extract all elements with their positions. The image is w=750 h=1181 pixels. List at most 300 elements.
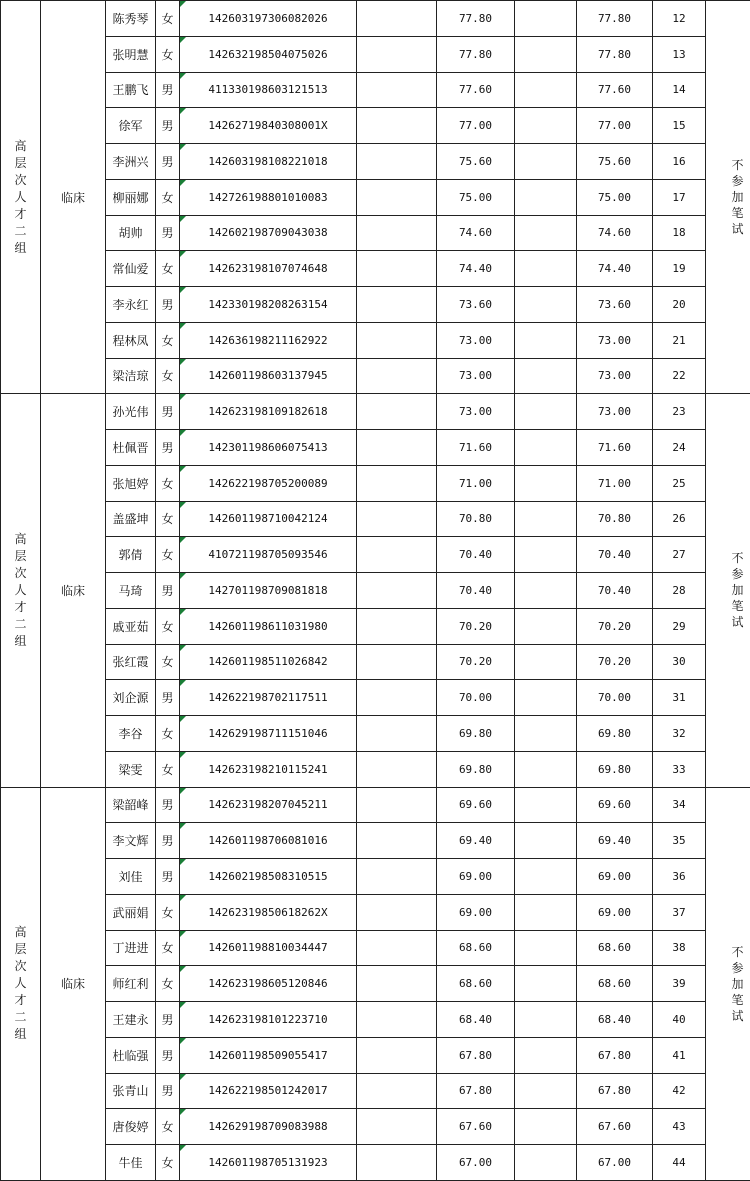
blank-cell[interactable] (515, 215, 577, 251)
gender-cell[interactable]: 男 (156, 1037, 180, 1073)
score-cell[interactable]: 67.60 (437, 1109, 515, 1145)
table-row (1, 573, 750, 609)
total-score-cell[interactable]: 74.60 (577, 215, 653, 251)
gender-cell[interactable]: 女 (156, 894, 180, 930)
gender-cell[interactable]: 男 (156, 72, 180, 108)
score-cell[interactable]: 73.60 (437, 287, 515, 323)
blank-cell[interactable] (515, 573, 577, 609)
gender-cell[interactable]: 女 (156, 1109, 180, 1145)
name-cell[interactable]: 王建永 (106, 1002, 156, 1038)
blank-cell[interactable] (515, 716, 577, 752)
gender-cell[interactable]: 女 (156, 537, 180, 573)
blank-cell[interactable] (357, 1073, 437, 1109)
id-number-cell[interactable]: 142623198207045211 (180, 787, 357, 823)
gender-cell[interactable]: 男 (156, 823, 180, 859)
rank-cell[interactable]: 31 (653, 680, 706, 716)
rank-cell[interactable]: 35 (653, 823, 706, 859)
total-score-cell[interactable]: 68.40 (577, 1002, 653, 1038)
gender-cell[interactable]: 男 (156, 430, 180, 466)
id-number-cell[interactable]: 142632198504075026 (180, 36, 357, 72)
department-cell[interactable]: 临床 (41, 394, 106, 787)
table-row (1, 465, 750, 501)
blank-cell[interactable] (515, 930, 577, 966)
note-cell[interactable] (706, 394, 750, 787)
blank-cell[interactable] (357, 573, 437, 609)
name-cell[interactable]: 梁雯 (106, 751, 156, 787)
table-row (1, 537, 750, 573)
rank-cell[interactable]: 36 (653, 859, 706, 895)
rank-cell[interactable]: 15 (653, 108, 706, 144)
gender-cell[interactable]: 女 (156, 501, 180, 537)
rank-cell[interactable]: 29 (653, 608, 706, 644)
gender-cell[interactable]: 男 (156, 108, 180, 144)
name-cell[interactable]: 杜佩晋 (106, 430, 156, 466)
total-score-cell[interactable]: 69.80 (577, 751, 653, 787)
total-score-cell[interactable]: 73.00 (577, 358, 653, 394)
rank-cell[interactable]: 32 (653, 716, 706, 752)
group-label: 高层次人才二组 (14, 138, 28, 257)
name-cell[interactable]: 胡帅 (106, 215, 156, 251)
name-cell[interactable]: 李永红 (106, 287, 156, 323)
name-cell[interactable]: 马琦 (106, 573, 156, 609)
score-cell[interactable]: 77.00 (437, 108, 515, 144)
gender-cell[interactable]: 男 (156, 859, 180, 895)
score-cell[interactable]: 77.80 (437, 36, 515, 72)
name-cell[interactable]: 梁韶峰 (106, 787, 156, 823)
rank-cell[interactable]: 17 (653, 179, 706, 215)
name-cell[interactable]: 陈秀琴 (106, 1, 156, 37)
rank-cell[interactable]: 39 (653, 966, 706, 1002)
score-cell[interactable]: 68.60 (437, 966, 515, 1002)
total-score-cell[interactable]: 77.00 (577, 108, 653, 144)
gender-cell[interactable]: 男 (156, 394, 180, 430)
name-cell[interactable]: 丁进进 (106, 930, 156, 966)
total-score-cell[interactable]: 71.60 (577, 430, 653, 466)
score-cell[interactable]: 73.00 (437, 394, 515, 430)
score-cell[interactable]: 70.20 (437, 644, 515, 680)
blank-cell[interactable] (515, 859, 577, 895)
score-cell[interactable]: 70.20 (437, 608, 515, 644)
name-cell[interactable]: 梁洁琼 (106, 358, 156, 394)
gender-cell[interactable]: 女 (156, 322, 180, 358)
id-number-cell[interactable]: 142629198711151046 (180, 716, 357, 752)
blank-cell[interactable] (515, 465, 577, 501)
total-score-cell[interactable]: 70.80 (577, 501, 653, 537)
blank-cell[interactable] (515, 966, 577, 1002)
id-number-cell[interactable]: 14262319850618262X (180, 894, 357, 930)
rank-cell[interactable]: 19 (653, 251, 706, 287)
score-cell[interactable]: 68.60 (437, 930, 515, 966)
score-cell[interactable]: 70.40 (437, 573, 515, 609)
score-cell[interactable]: 70.80 (437, 501, 515, 537)
name-cell[interactable]: 柳丽娜 (106, 179, 156, 215)
id-number-cell[interactable]: 142601198511026842 (180, 644, 357, 680)
id-number-cell[interactable]: 142623198107074648 (180, 251, 357, 287)
blank-cell[interactable] (357, 894, 437, 930)
gender-cell[interactable]: 男 (156, 1073, 180, 1109)
blank-cell[interactable] (515, 251, 577, 287)
id-number-cell[interactable]: 142601198706081016 (180, 823, 357, 859)
gender-cell[interactable]: 女 (156, 716, 180, 752)
blank-cell[interactable] (515, 787, 577, 823)
rank-cell[interactable]: 25 (653, 465, 706, 501)
group-label: 高层次人才二组 (14, 924, 28, 1043)
blank-cell[interactable] (515, 108, 577, 144)
gender-cell[interactable]: 女 (156, 930, 180, 966)
note-text: 不参加笔试 (731, 157, 745, 237)
gender-cell[interactable]: 女 (156, 966, 180, 1002)
id-number-cell[interactable]: 142603198108221018 (180, 144, 357, 180)
note-text: 不参加笔试 (731, 550, 745, 630)
blank-cell[interactable] (515, 501, 577, 537)
gender-cell[interactable]: 女 (156, 465, 180, 501)
blank-cell[interactable] (357, 608, 437, 644)
rank-cell[interactable]: 40 (653, 1002, 706, 1038)
blank-cell[interactable] (357, 1109, 437, 1145)
id-number-cell[interactable]: 142622198501242017 (180, 1073, 357, 1109)
rank-cell[interactable]: 16 (653, 144, 706, 180)
blank-cell[interactable] (515, 1002, 577, 1038)
gender-cell[interactable]: 男 (156, 287, 180, 323)
total-score-cell[interactable]: 70.40 (577, 573, 653, 609)
table-row (1, 108, 750, 144)
score-cell[interactable]: 74.60 (437, 215, 515, 251)
table-row (1, 36, 750, 72)
name-cell[interactable]: 牛佳 (106, 1145, 156, 1181)
score-cell[interactable]: 73.00 (437, 358, 515, 394)
blank-cell[interactable] (515, 680, 577, 716)
gender-cell[interactable]: 男 (156, 1002, 180, 1038)
blank-cell[interactable] (515, 537, 577, 573)
name-cell[interactable]: 刘企源 (106, 680, 156, 716)
blank-cell[interactable] (357, 823, 437, 859)
blank-cell[interactable] (357, 537, 437, 573)
table-row (1, 751, 750, 787)
blank-cell[interactable] (515, 287, 577, 323)
gender-cell[interactable]: 女 (156, 1, 180, 37)
name-cell[interactable]: 张青山 (106, 1073, 156, 1109)
rank-cell[interactable]: 43 (653, 1109, 706, 1145)
table-row (1, 1073, 750, 1109)
blank-cell[interactable] (515, 394, 577, 430)
score-cell[interactable]: 69.60 (437, 787, 515, 823)
name-cell[interactable]: 孙光伟 (106, 394, 156, 430)
blank-cell[interactable] (515, 751, 577, 787)
id-number-cell[interactable]: 411330198603121513 (180, 72, 357, 108)
score-cell[interactable]: 69.00 (437, 894, 515, 930)
score-cell[interactable]: 70.40 (437, 537, 515, 573)
blank-cell[interactable] (515, 322, 577, 358)
id-number-cell[interactable]: 142623198605120846 (180, 966, 357, 1002)
name-cell[interactable]: 刘佳 (106, 859, 156, 895)
id-number-cell[interactable]: 142622198705200089 (180, 465, 357, 501)
blank-cell[interactable] (515, 430, 577, 466)
total-score-cell[interactable]: 73.60 (577, 287, 653, 323)
id-number-cell[interactable]: 142330198208263154 (180, 287, 357, 323)
total-score-cell[interactable]: 75.60 (577, 144, 653, 180)
blank-cell[interactable] (515, 644, 577, 680)
rank-cell[interactable]: 28 (653, 573, 706, 609)
blank-cell[interactable] (357, 930, 437, 966)
table-row (1, 966, 750, 1002)
score-cell[interactable]: 70.00 (437, 680, 515, 716)
id-number-cell[interactable]: 142601198509055417 (180, 1037, 357, 1073)
total-score-cell[interactable]: 73.00 (577, 394, 653, 430)
name-cell[interactable]: 程林凤 (106, 322, 156, 358)
gender-cell[interactable]: 男 (156, 573, 180, 609)
name-cell[interactable]: 李谷 (106, 716, 156, 752)
total-score-cell[interactable]: 70.20 (577, 608, 653, 644)
id-number-cell[interactable]: 142623198101223710 (180, 1002, 357, 1038)
gender-cell[interactable]: 男 (156, 680, 180, 716)
blank-cell[interactable] (515, 1, 577, 37)
blank-cell[interactable] (357, 287, 437, 323)
gender-cell[interactable]: 女 (156, 358, 180, 394)
gender-cell[interactable]: 女 (156, 644, 180, 680)
score-cell[interactable]: 77.80 (437, 1, 515, 37)
table-row (1, 644, 750, 680)
total-score-cell[interactable]: 67.80 (577, 1037, 653, 1073)
blank-cell[interactable] (357, 1, 437, 37)
blank-cell[interactable] (357, 465, 437, 501)
blank-cell[interactable] (357, 144, 437, 180)
table-body (1, 1, 750, 1181)
rank-cell[interactable]: 23 (653, 394, 706, 430)
gender-cell[interactable]: 女 (156, 179, 180, 215)
score-cell[interactable]: 75.60 (437, 144, 515, 180)
id-number-cell[interactable]: 14262719840308001X (180, 108, 357, 144)
id-number-cell[interactable]: 142601198611031980 (180, 608, 357, 644)
blank-cell[interactable] (515, 144, 577, 180)
name-cell[interactable]: 李文辉 (106, 823, 156, 859)
table-row (1, 251, 750, 287)
id-number-cell[interactable]: 142629198709083988 (180, 1109, 357, 1145)
table-row (1, 179, 750, 215)
total-score-cell[interactable]: 77.80 (577, 36, 653, 72)
name-cell[interactable]: 唐俊婷 (106, 1109, 156, 1145)
total-score-cell[interactable]: 71.00 (577, 465, 653, 501)
blank-cell[interactable] (357, 1145, 437, 1181)
id-number-cell[interactable]: 142603197306082026 (180, 1, 357, 37)
group-label-cell[interactable] (1, 394, 41, 787)
total-score-cell[interactable]: 70.40 (577, 537, 653, 573)
group-label-cell[interactable] (1, 1, 41, 394)
gender-cell[interactable]: 男 (156, 787, 180, 823)
id-number-cell[interactable]: 142602198508310515 (180, 859, 357, 895)
total-score-cell[interactable]: 70.20 (577, 644, 653, 680)
total-score-cell[interactable]: 74.40 (577, 251, 653, 287)
note-text: 不参加笔试 (731, 944, 745, 1024)
id-number-cell[interactable]: 142602198709043038 (180, 215, 357, 251)
blank-cell[interactable] (357, 1037, 437, 1073)
score-cell[interactable]: 68.40 (437, 1002, 515, 1038)
rank-cell[interactable]: 41 (653, 1037, 706, 1073)
id-number-cell[interactable]: 142601198710042124 (180, 501, 357, 537)
id-number-cell[interactable]: 142601198603137945 (180, 358, 357, 394)
blank-cell[interactable] (357, 501, 437, 537)
id-number-cell[interactable]: 142301198606075413 (180, 430, 357, 466)
rank-cell[interactable]: 21 (653, 322, 706, 358)
table-row (1, 608, 750, 644)
blank-cell[interactable] (515, 894, 577, 930)
blank-cell[interactable] (357, 358, 437, 394)
score-cell[interactable]: 77.60 (437, 72, 515, 108)
id-number-cell[interactable]: 142601198810034447 (180, 930, 357, 966)
total-score-cell[interactable]: 77.80 (577, 1, 653, 37)
id-number-cell[interactable]: 410721198705093546 (180, 537, 357, 573)
gender-cell[interactable]: 女 (156, 251, 180, 287)
score-cell[interactable]: 74.40 (437, 251, 515, 287)
department-cell[interactable]: 临床 (41, 787, 106, 1180)
id-number-cell[interactable]: 142623198109182618 (180, 394, 357, 430)
name-cell[interactable]: 徐军 (106, 108, 156, 144)
blank-cell[interactable] (357, 36, 437, 72)
name-cell[interactable]: 张红霞 (106, 644, 156, 680)
gender-cell[interactable]: 女 (156, 36, 180, 72)
id-number-cell[interactable]: 142622198702117511 (180, 680, 357, 716)
table-row (1, 501, 750, 537)
name-cell[interactable]: 杜临强 (106, 1037, 156, 1073)
blank-cell[interactable] (357, 751, 437, 787)
rank-cell[interactable]: 44 (653, 1145, 706, 1181)
blank-cell[interactable] (515, 608, 577, 644)
blank-cell[interactable] (515, 1109, 577, 1145)
note-cell[interactable] (706, 1, 750, 394)
table-row (1, 144, 750, 180)
name-cell[interactable]: 武丽娟 (106, 894, 156, 930)
table-row (1, 680, 750, 716)
rank-cell[interactable]: 37 (653, 894, 706, 930)
name-cell[interactable]: 郭倩 (106, 537, 156, 573)
total-score-cell[interactable]: 69.80 (577, 716, 653, 752)
note-cell[interactable] (706, 787, 750, 1180)
blank-cell[interactable] (515, 823, 577, 859)
score-cell[interactable]: 67.80 (437, 1037, 515, 1073)
blank-cell[interactable] (357, 966, 437, 1002)
score-cell[interactable]: 73.00 (437, 322, 515, 358)
blank-cell[interactable] (515, 72, 577, 108)
rank-cell[interactable]: 14 (653, 72, 706, 108)
total-score-cell[interactable]: 67.60 (577, 1109, 653, 1145)
rank-cell[interactable]: 42 (653, 1073, 706, 1109)
blank-cell[interactable] (515, 36, 577, 72)
rank-cell[interactable]: 34 (653, 787, 706, 823)
score-cell[interactable]: 67.00 (437, 1145, 515, 1181)
rank-cell[interactable]: 24 (653, 430, 706, 466)
blank-cell[interactable] (357, 716, 437, 752)
rank-cell[interactable]: 26 (653, 501, 706, 537)
table-row (1, 215, 750, 251)
blank-cell[interactable] (357, 72, 437, 108)
name-cell[interactable]: 张明慧 (106, 36, 156, 72)
rank-cell[interactable]: 12 (653, 1, 706, 37)
name-cell[interactable]: 盖盛坤 (106, 501, 156, 537)
score-cell[interactable]: 67.80 (437, 1073, 515, 1109)
blank-cell[interactable] (357, 430, 437, 466)
id-number-cell[interactable]: 142601198705131923 (180, 1145, 357, 1181)
total-score-cell[interactable]: 67.80 (577, 1073, 653, 1109)
rank-cell[interactable]: 27 (653, 537, 706, 573)
name-cell[interactable]: 常仙爱 (106, 251, 156, 287)
score-cell[interactable]: 69.80 (437, 716, 515, 752)
gender-cell[interactable]: 女 (156, 1145, 180, 1181)
rank-cell[interactable]: 18 (653, 215, 706, 251)
rank-cell[interactable]: 13 (653, 36, 706, 72)
total-score-cell[interactable]: 69.40 (577, 823, 653, 859)
id-number-cell[interactable]: 142623198210115241 (180, 751, 357, 787)
department-cell[interactable]: 临床 (41, 1, 106, 394)
gender-cell[interactable]: 女 (156, 608, 180, 644)
id-number-cell[interactable]: 142636198211162922 (180, 322, 357, 358)
gender-cell[interactable]: 男 (156, 215, 180, 251)
name-cell[interactable]: 戚亚茹 (106, 608, 156, 644)
blank-cell[interactable] (357, 680, 437, 716)
blank-cell[interactable] (357, 787, 437, 823)
total-score-cell[interactable]: 67.00 (577, 1145, 653, 1181)
blank-cell[interactable] (357, 859, 437, 895)
score-cell[interactable]: 69.00 (437, 859, 515, 895)
table-row (1, 1002, 750, 1038)
blank-cell[interactable] (357, 644, 437, 680)
blank-cell[interactable] (515, 1073, 577, 1109)
total-score-cell[interactable]: 70.00 (577, 680, 653, 716)
blank-cell[interactable] (357, 179, 437, 215)
blank-cell[interactable] (515, 1037, 577, 1073)
total-score-cell[interactable]: 69.60 (577, 787, 653, 823)
score-cell[interactable]: 75.00 (437, 179, 515, 215)
table-row (1, 859, 750, 895)
rank-cell[interactable]: 33 (653, 751, 706, 787)
blank-cell[interactable] (357, 108, 437, 144)
score-cell[interactable]: 71.00 (437, 465, 515, 501)
total-score-cell[interactable]: 68.60 (577, 930, 653, 966)
total-score-cell[interactable]: 73.00 (577, 322, 653, 358)
table-row (1, 394, 750, 430)
score-cell[interactable]: 69.40 (437, 823, 515, 859)
name-cell[interactable]: 张旭婷 (106, 465, 156, 501)
id-number-cell[interactable]: 142701198709081818 (180, 573, 357, 609)
id-number-cell[interactable]: 142726198801010083 (180, 179, 357, 215)
total-score-cell[interactable]: 77.60 (577, 72, 653, 108)
rank-cell[interactable]: 30 (653, 644, 706, 680)
blank-cell[interactable] (357, 394, 437, 430)
table-row (1, 358, 750, 394)
score-cell[interactable]: 69.80 (437, 751, 515, 787)
blank-cell[interactable] (515, 1145, 577, 1181)
gender-cell[interactable]: 女 (156, 751, 180, 787)
name-cell[interactable]: 师红利 (106, 966, 156, 1002)
rank-cell[interactable]: 20 (653, 287, 706, 323)
total-score-cell[interactable]: 69.00 (577, 859, 653, 895)
name-cell[interactable]: 李洲兴 (106, 144, 156, 180)
name-cell[interactable]: 王鹏飞 (106, 72, 156, 108)
total-score-cell[interactable]: 69.00 (577, 894, 653, 930)
group-label-cell[interactable] (1, 787, 41, 1180)
blank-cell[interactable] (515, 358, 577, 394)
rank-cell[interactable]: 22 (653, 358, 706, 394)
table-row (1, 787, 750, 823)
blank-cell[interactable] (357, 1002, 437, 1038)
total-score-cell[interactable]: 75.00 (577, 179, 653, 215)
blank-cell[interactable] (515, 179, 577, 215)
blank-cell[interactable] (357, 215, 437, 251)
gender-cell[interactable]: 男 (156, 144, 180, 180)
rank-cell[interactable]: 38 (653, 930, 706, 966)
score-cell[interactable]: 71.60 (437, 430, 515, 466)
blank-cell[interactable] (357, 322, 437, 358)
total-score-cell[interactable]: 68.60 (577, 966, 653, 1002)
blank-cell[interactable] (357, 251, 437, 287)
